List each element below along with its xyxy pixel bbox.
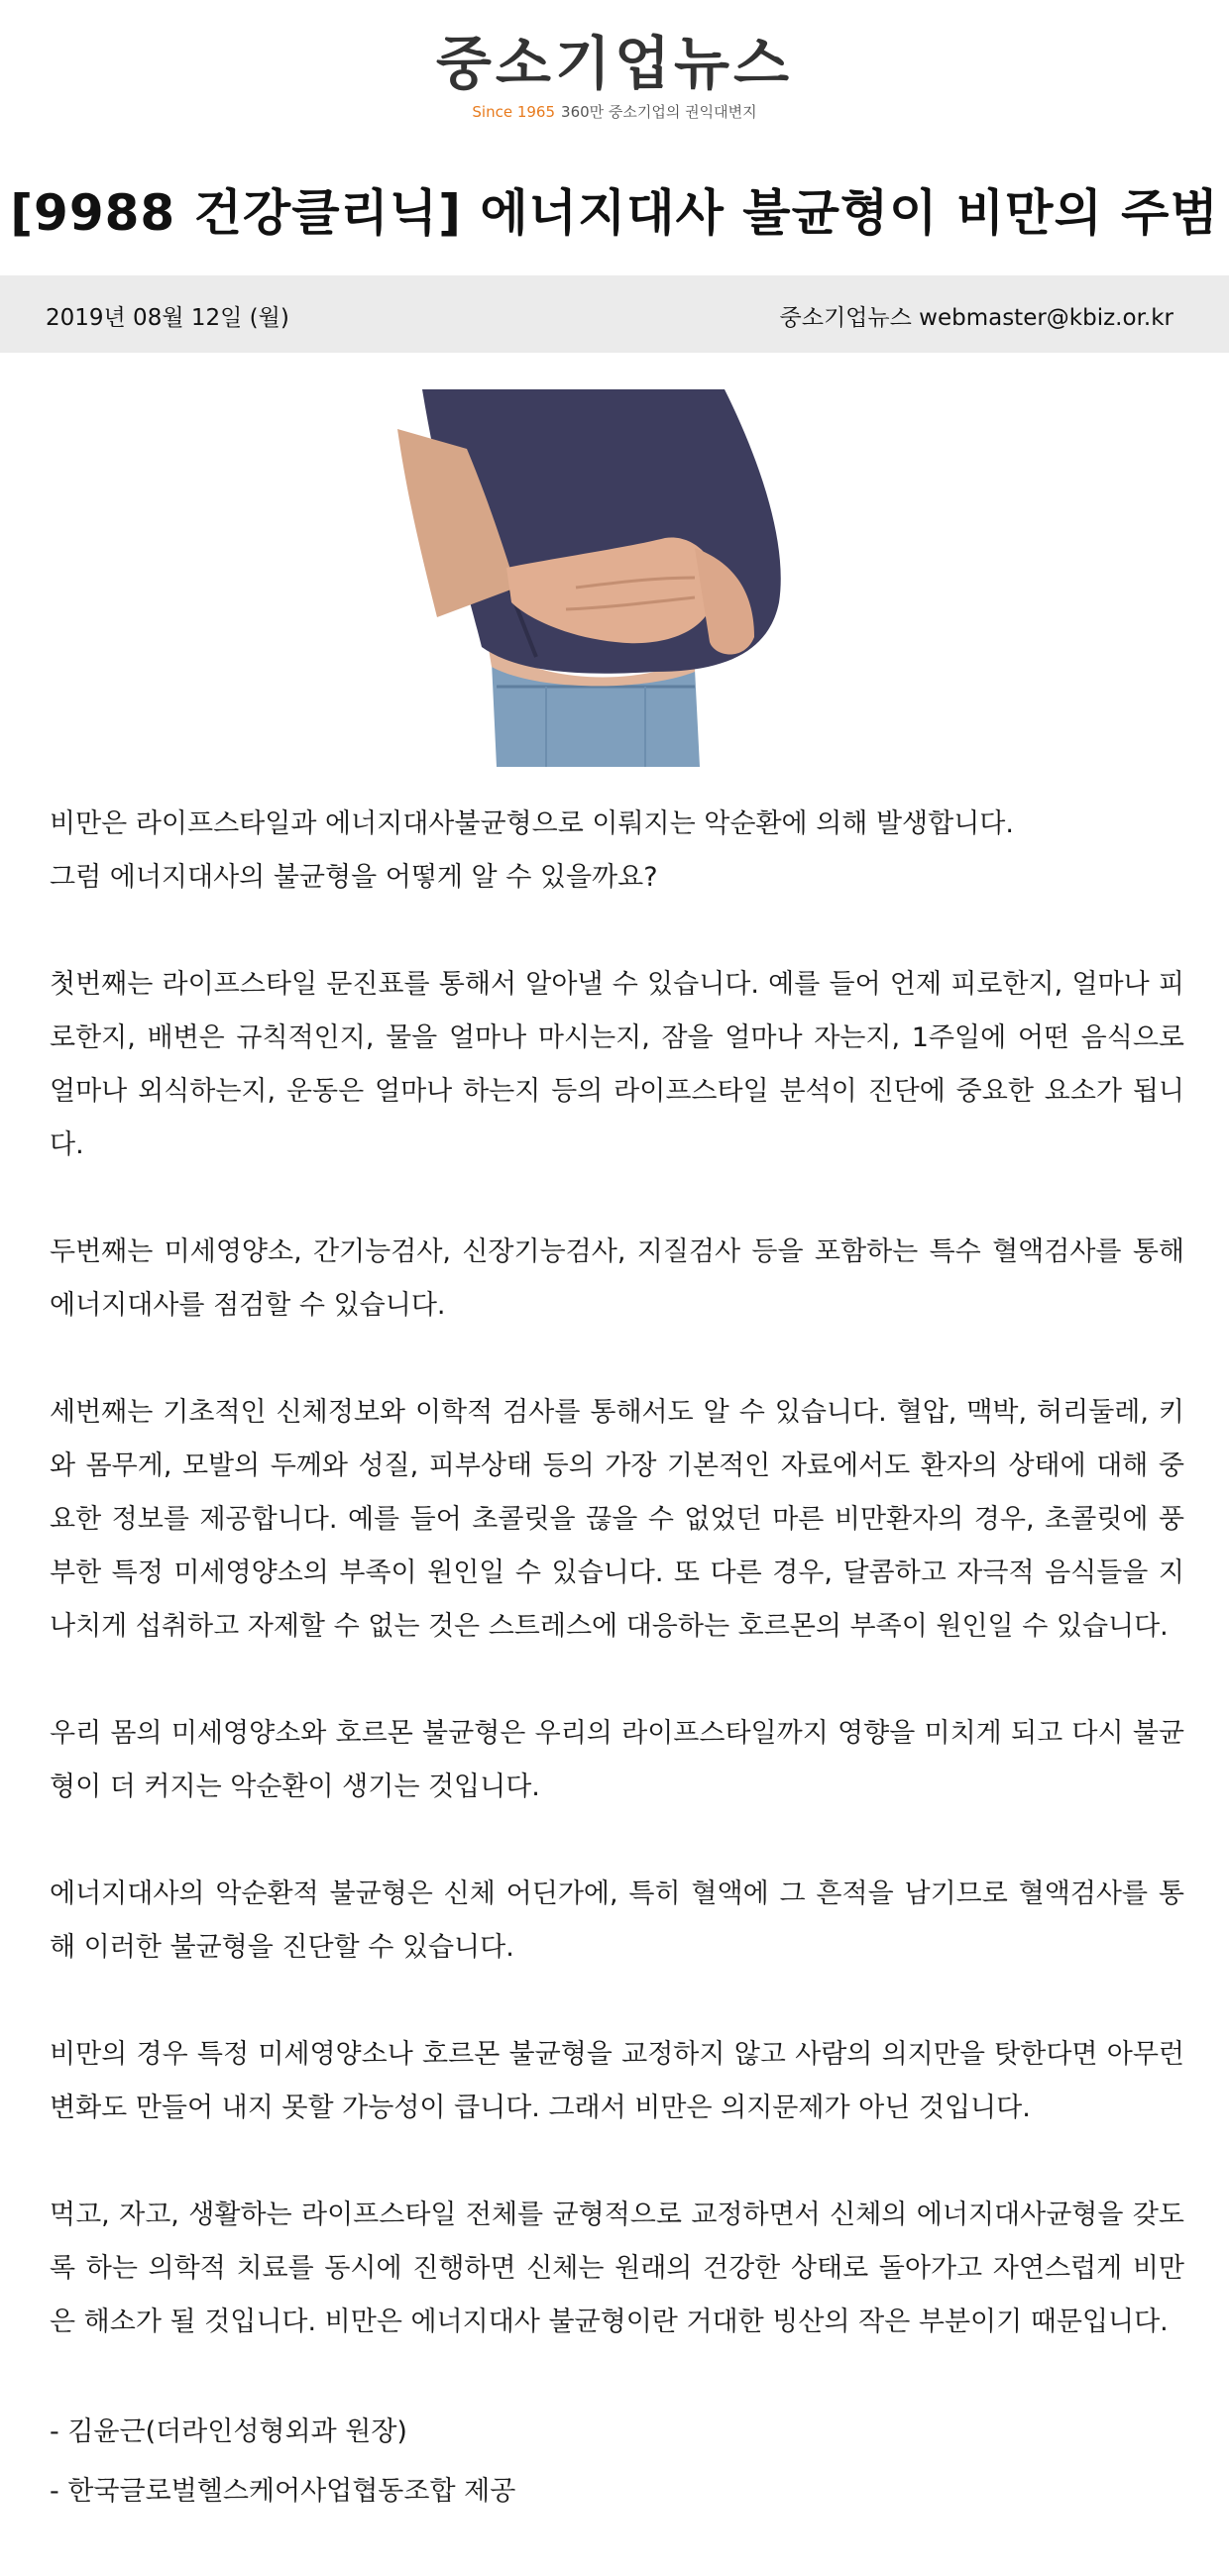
paragraph-8: 먹고, 자고, 생활하는 라이프스타일 전체를 균형적으로 교정하면서 신체의 에너지대사균형을 갖도록 하는 의학적 치료를 동시에 진행하면 신체는 원래의 건강한 상태로 돌아가고 자연스럽게 비만은 해소가 될 것입니다. 비만은 에너지대사 불균형이란 거대한 빙산의 작은 부분이기 때문입니다. (50, 2200, 1184, 2337)
paragraph-2: 첫번째는 라이프스타일 문진표를 통해서 알아낼 수 있습니다. 예를 들어 언제 피로한지, 얼마나 피로한지, 배변은 규칙적인지, 물을 얼마나 마시는지, 잠을 얼마나 자는지, 1주일에 어떤 음식으로 얼마나 외식하는지, 운동은 얼마나 하는지 등의 라이프스타일 분석이 진단에 중요한 요소가 됩니다. (50, 969, 1184, 1160)
paragraph-7: 비만의 경우 특정 미세영양소나 호르몬 불균형을 교정하지 않고 사람의 의지만을 탓한다면 아무런 변화도 만들어 내지 못할 가능성이 큽니다. 그래서 비만은 의지문제가 아닌 것입니다. (50, 2039, 1184, 2123)
since-label: Since 1965 (472, 103, 556, 121)
article-headline: [9988 건강클리닉] 에너지대사 불균형이 비만의 주범 (10, 184, 1219, 242)
tagline-text: 360만 중소기업의 권익대변지 (561, 103, 757, 121)
article-photo (397, 389, 793, 767)
article-byline[interactable]: 중소기업뉴스 webmaster@kbiz.or.kr (779, 305, 1173, 331)
paragraph-4: 세번째는 기초적인 신체정보와 이학적 검사를 통해서도 알 수 있습니다. 혈압, 맥박, 허리둘레, 키와 몸무게, 모발의 두께와 성질, 피부상태 등의 가장 기본적인 자료에서도 환자의 상태에 대해 중요한 정보를 제공합니다. 예를 들어 초콜릿을 끊을 수 없었던 마른 비만환자의 경우, 초콜릿에 풍부한 특정 미세영양소의 부족이 원인일 수 있습니다. 또 다른 경우, 달콤하고 자극적 음식들을 지나치게 섭취하고 자제할 수 없는 것은 스트레스에 대응하는 호르몬의 부족이 원인일 수 있습니다. (50, 1397, 1184, 1642)
paragraph-3: 두번째는 미세영양소, 간기능검사, 신장기능검사, 지질검사 등을 포함하는 특수 혈액검사를 통해 에너지대사를 점검할 수 있습니다. (50, 1236, 1184, 1321)
masthead (0, 0, 1229, 137)
article-meta-bar (0, 275, 1229, 353)
credit-source: - 한국글로벌헬스케어사업협동조합 제공 (50, 2476, 516, 2507)
paragraph-5: 우리 몸의 미세영양소와 호르몬 불균형은 우리의 라이프스타일까지 영향을 미치게 되고 다시 불균형이 더 커지는 악순환이 생기는 것입니다. (50, 1718, 1184, 1802)
site-logo[interactable]: 중소기업뉴스 (435, 30, 794, 97)
publish-date: 2019년 08월 12일 (월) (46, 305, 289, 331)
paragraph-1: 비만은 라이프스타일과 에너지대사불균형으로 이뤄지는 악순환에 의해 발생합니다. 그럼 에너지대사의 불균형을 어떻게 알 수 있을까요? (50, 808, 1014, 893)
paragraph-6: 에너지대사의 악순환적 불균형은 신체 어딘가에, 특히 혈액에 그 흔적을 남기므로 혈액검사를 통해 이러한 불균형을 진단할 수 있습니다. (50, 1878, 1184, 1963)
credit-author: - 김윤근(더라인성형외과 원장) (50, 2416, 407, 2447)
article-credits (50, 2403, 1184, 2522)
site-tagline (0, 101, 1229, 122)
article-body (50, 798, 1184, 2522)
